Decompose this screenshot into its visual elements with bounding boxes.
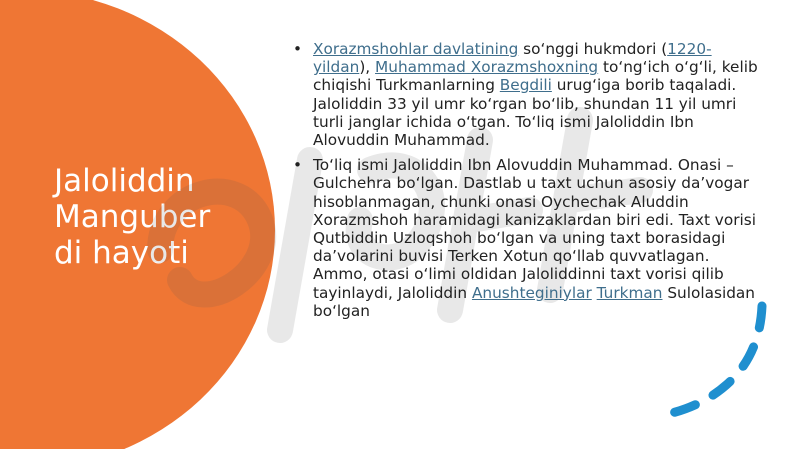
bullet-text: Sulolasidan bo‘lgan: [313, 283, 755, 320]
slide-title: [54, 163, 254, 271]
bullet-text: urug‘iga borib taqaladi. Jaloliddin 33 yil umr ko‘rgan bo‘lib, shundan 11 yil umri turli janglar ichida o‘tgan. To‘liq ismi Jaloliddin Ibn Alovuddin Muhammad.: [313, 76, 737, 150]
bullet-text: To‘liq ismi Jaloliddin Ibn Alovuddin Muhammad. Onasi – Gulchehra bo‘lgan. Dastlab u taxt uchun asosiy da’vogar hisoblanmagan, chunki onasi Oychechak Aluddin Xorazmshoh haramidagi kanizaklardan biri edi. Taxt vorisi Qutbiddin Uzloqshoh bo‘lgan va uning taxt borasidagi da’volarini buvisi Terken Xotun qo‘llab quvvatlagan. Ammo, otasi o‘limi oldidan Jaloliddinni taxt vorisi qilib tayinlaydi, Jaloliddin: [313, 156, 756, 302]
bullet-list: [293, 40, 763, 320]
bullet-text: ),: [359, 58, 376, 77]
bullet-icon: •: [293, 156, 303, 175]
link-begdili[interactable]: Begdili: [499, 76, 552, 95]
link-anushteginiylar[interactable]: Anushteginiylar: [471, 283, 592, 302]
link-1220-yildan[interactable]: 1220-yildan: [313, 40, 712, 77]
link-xorazmshohlar[interactable]: Xorazmshohlar davlatining: [313, 40, 519, 58]
link-muhammad-xorazmshox[interactable]: Muhammad Xorazmshoxning: [375, 58, 599, 77]
bullet-item-2: [293, 156, 763, 320]
bullet-text: so‘nggi hukmdori (: [518, 40, 668, 58]
title-line: Manguber: [54, 199, 211, 235]
link-turkman[interactable]: Turkman: [596, 283, 663, 302]
bullet-item-1: [293, 40, 763, 149]
bullet-text: to‘ng‘ich o‘g‘li, kelib chiqishi Turkmanlarning: [313, 58, 758, 95]
bullet-icon: •: [293, 40, 303, 58]
slide-body: [293, 40, 763, 327]
title-line: di hayoti: [54, 235, 189, 271]
title-line: Jaloliddin: [54, 163, 195, 199]
